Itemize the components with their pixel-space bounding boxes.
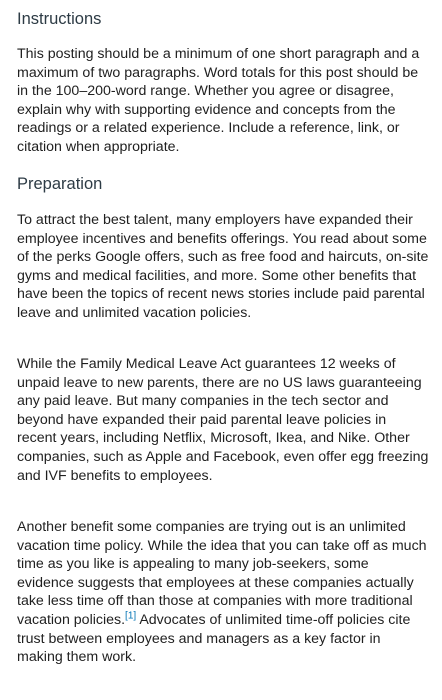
instructions-paragraph: This posting should be a minimum of one short paragraph and a maximum of two paragraphs. Word totals for this post should be in the 100–200-word range. Whether you agree or disagree, explain why with supporting evidence and concepts from the readings or a related experience. Include a reference, link, or citation when appropriate. [17,46,420,155]
footnote-link[interactable]: [1] [125,610,137,622]
paragraph-3-continuation: Advocates of unlimited time-off policies cite trust between employees and managers as a key factor in making them work. [17,611,411,666]
preparation-paragraph-3 [17,518,429,667]
instructions-heading: Instructions [17,10,102,28]
paragraph-3-text: Another benefit some companies are trying out is an unlimited vacation time policy. While the idea that you can take off as much time as you like is appealing to many job-seekers, some evidence suggests that employees at these companies actually take less time off than those at companies with more traditional vacation policies. [17,519,427,628]
preparation-paragraph-1: To attract the best talent, many employers have expanded their employee incentives and benefits offerings. You read about some of the perks Google offers, such as free food and haircuts, on-site gyms and medical facilities, and more. Some other benefits that have been the topics of recent news stories include paid parental leave and unlimited vacation policies. [17,212,429,321]
preparation-heading: Preparation [17,175,103,193]
preparation-paragraph-2: While the Family Medical Leave Act guarantees 12 weeks of unpaid leave to new parents, there are no US laws guaranteeing any paid leave. But many companies in the tech sector and beyond have expanded their paid parental leave policies in recent years, including Netflix, Microsoft, Ikea, and Nike. Other companies, such as Apple and Facebook, even offer egg freezing and IVF benefits to employees. [17,356,429,484]
